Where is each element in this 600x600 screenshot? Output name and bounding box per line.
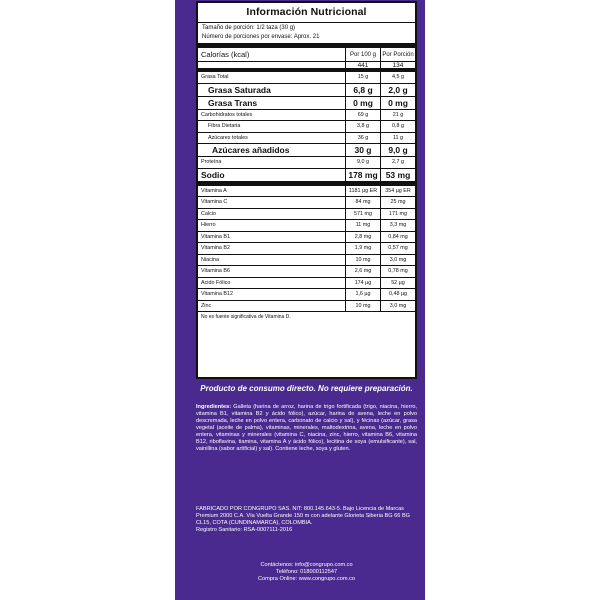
nutrient-value-per-serving: 3,3 mg [380, 220, 415, 231]
nutrient-row [198, 209, 415, 221]
nutrient-label: Vitamina B12 [201, 291, 233, 298]
nutrient-row [198, 72, 415, 84]
nutrient-row [198, 278, 415, 290]
nutrient-label: Vitamina B1 [201, 233, 230, 240]
contact-online: Compra Online: www.congrupo.com.co [258, 576, 355, 582]
nutrient-label: Niacina [201, 256, 219, 263]
nutrient-label: Grasa Total [201, 74, 229, 81]
nutrient-label: Vitamina B6 [201, 268, 230, 275]
nutrient-label: Azúcares añadidos [212, 145, 290, 155]
vitamins-table [198, 186, 415, 313]
calories-col2: 134 [380, 62, 415, 68]
nutrient-value-per-serving: 25 mg [380, 197, 415, 208]
nutrient-value-per-serving: 3,0 mg [380, 255, 415, 266]
nutrient-value-per-serving: 3,0 mg [380, 301, 415, 312]
contact-phone: Teléfono: 018000112547 [275, 569, 338, 575]
nutrient-value-per-100g: 10 mg [345, 301, 380, 312]
macros-table [198, 72, 415, 182]
nutrient-value-per-100g: 1,9 mg [345, 243, 380, 254]
nutrient-value-per-serving: 21 g [380, 110, 415, 121]
nutrient-value-per-serving: 2,7 g [380, 157, 415, 168]
nutrient-row [198, 232, 415, 244]
manufacturer-block [196, 506, 417, 534]
nutrient-value-per-serving: 53 mg [380, 169, 415, 181]
nutrient-row [198, 255, 415, 267]
nutrient-label: Grasa Saturada [208, 84, 271, 95]
nutrient-value-per-serving: 52 µg [380, 278, 415, 289]
nutrient-row [198, 144, 415, 157]
nutrient-row [198, 289, 415, 301]
nutrient-value-per-serving: 9,0 g [380, 144, 415, 156]
nutrient-value-per-serving: 0 mg [380, 97, 415, 109]
nutrient-value-per-100g: 30 g [345, 144, 380, 156]
nutrient-row [198, 220, 415, 232]
header-col2: Por Porción [380, 48, 415, 61]
nutrient-value-per-100g: 3,8 g [345, 121, 380, 132]
nutrient-label: Proteína [201, 159, 222, 166]
package-panel [175, 0, 425, 600]
nutrient-value-per-100g: 11 mg [345, 220, 380, 231]
ingredients-block [196, 404, 417, 453]
nutrient-value-per-100g: 2,6 mg [345, 266, 380, 277]
nutrient-row [198, 97, 415, 110]
header-row [198, 48, 415, 62]
calories-row [198, 62, 415, 72]
nutrient-label: Hierro [201, 222, 216, 229]
calories-col1: 441 [345, 62, 380, 68]
nutrient-label: Calcio [201, 210, 216, 217]
nutrient-value-per-100g: 36 g [345, 133, 380, 144]
nutrient-row [198, 243, 415, 255]
nutrient-value-per-100g: 571 mg [345, 209, 380, 220]
nutrient-value-per-serving: 354 µg ER [380, 186, 415, 197]
nutrient-value-per-100g: 10 mg [345, 255, 380, 266]
nutrient-label: Sodio [201, 169, 225, 180]
sanitary-registry: Registro Sanitario: RSA-0007111-2016 [196, 527, 293, 533]
nutrient-value-per-serving: 0,84 mg [380, 232, 415, 243]
nutrient-value-per-100g: 9,0 g [345, 157, 380, 168]
nutrient-row [198, 84, 415, 97]
nutrient-value-per-100g: 15 g [345, 72, 380, 83]
nutrient-row [198, 133, 415, 145]
nutrient-row [198, 266, 415, 278]
nutrient-value-per-100g: 2,8 mg [345, 232, 380, 243]
nutrient-row [198, 186, 415, 198]
nutrient-label: Vitamina B2 [201, 245, 230, 252]
nutrient-value-per-100g: 69 g [345, 110, 380, 121]
nutrient-value-per-serving: 171 mg [380, 209, 415, 220]
nutrition-title: Información Nutricional [198, 3, 415, 23]
nutrient-value-per-serving: 0,48 µg [380, 289, 415, 300]
nutrient-value-per-serving: 0,78 mg [380, 266, 415, 277]
nutrient-row [198, 157, 415, 169]
nutrient-value-per-100g: 178 mg [345, 169, 380, 181]
nutrient-label: Vitamina A [201, 187, 227, 194]
nutrient-value-per-serving: 4,5 g [380, 72, 415, 83]
manufacturer-text: FABRICADO POR CONGRUPO SAS. NIT: 800.145.643-5. Bajo Licencia de Marcas Premium 2000 C.A. Vía Vuelta Grande 150 m con adelante Glorieta Siberia BG 66 BG CL15, COTA (CUNDINAMARCA), COLOMBIA. [196, 506, 411, 526]
nutrient-value-per-serving: 2,0 g [380, 84, 415, 96]
nutrient-value-per-serving: 0,8 g [380, 121, 415, 132]
contact-block [196, 562, 417, 583]
nutrient-value-per-100g: 1181 µg ER [345, 186, 380, 197]
calories-label: Calorías (kcal) [201, 50, 250, 59]
serving-size: Tamaño de porción: 1/2 taza (30 g) [202, 25, 296, 31]
nutrition-facts-label [196, 1, 417, 379]
ingredients-heading: Ingredientes: [196, 404, 232, 410]
nutrient-row [198, 301, 415, 313]
ingredients-text: Galleta (harina de arroz, harina de trigo fortificada (trigo, niacina, hierro, vitamina B1, vitamina B2 y ácido fólico), azúcar, harina de avena, leche en polvo descremada, leche en polvo entera, carbonato de calcio y sal), y fécinas (azúcar, grasa vegetal (aceite de palma), vitaminas, minerales, maltodextrina, avena, leche en polvo entera, vitaminas y minerales (vitamina C, niacina, zinc, hierro, vitamina B6, vitamina B12, riboflavina, tiamina, vitamina A y ácido fólico), lecitina de soya (emulsificante), sal, vainillina (sabor artificial) y sal). Contiene leche, soya y gluten. [196, 404, 417, 452]
nutrient-label: Fibra Dietaria [208, 123, 241, 130]
nutrient-value-per-100g: 6,8 g [345, 84, 380, 96]
nutrient-label: Vitamina C [201, 199, 228, 206]
nutrient-row [198, 169, 415, 182]
nutrient-label: Carbohidratos totales [201, 111, 253, 118]
header-col1: Por 100 g [345, 48, 380, 61]
nutrient-row [198, 197, 415, 209]
nutrient-value-per-100g: 0 mg [345, 97, 380, 109]
direct-consumption-note: Producto de consumo directo. No requiere preparación. [200, 384, 413, 393]
nutrient-label: Zinc [201, 302, 212, 309]
servings-per-container: Número de porciones por envase: Aprox. 21 [202, 34, 320, 40]
nutrient-label: Ácido Fólico [201, 279, 231, 286]
nutrient-value-per-100g: 174 µg [345, 278, 380, 289]
nutrient-label: Grasa Trans [208, 97, 258, 108]
nutrient-value-per-serving: 11 g [380, 133, 415, 144]
nutrient-value-per-100g: 84 mg [345, 197, 380, 208]
contact-email: Contáctenos: info@congrupo.com.co [260, 562, 353, 568]
nutrient-value-per-serving: 0,57 mg [380, 243, 415, 254]
nutrient-label: Azúcares totales [208, 134, 248, 141]
footnote: No es fuente significativa de Vitamina D. [201, 314, 291, 320]
nutrient-value-per-100g: 1,6 µg [345, 289, 380, 300]
nutrient-row [198, 121, 415, 133]
nutrient-row [198, 110, 415, 122]
